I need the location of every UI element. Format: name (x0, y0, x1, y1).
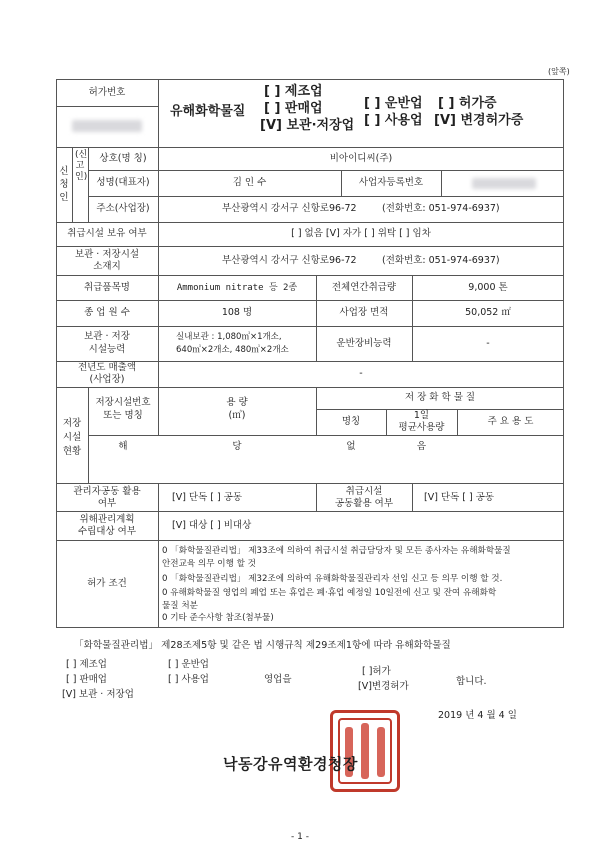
condition-line-3: 0 「화학물질관리법」 제32조에 의하여 유해화학물질관리자 선임 신고 등 의무 이행 할 것. (162, 574, 503, 584)
item-value: Ammonium nitrate 등 2종 (176, 283, 298, 293)
status-row-char-4: 음 (416, 441, 427, 452)
chemical-name-header: 명칭 (341, 416, 361, 427)
risk-plan-label-2: 수립대상 여부 (77, 526, 137, 537)
annual-amount-value: 9,000 톤 (468, 282, 508, 293)
page-side-label: (앞쪽) (548, 67, 570, 76)
storage-status-side-3: 현황 (62, 446, 82, 457)
capacity-value-2: 640㎥×2개소, 480㎥×2개소 (176, 345, 289, 355)
risk-plan-value: [V] 대상 [ ] 비대상 (172, 520, 252, 531)
condition-line-4: 0 유해화학물질 영업의 폐업 또는 휴업은 폐·휴업 예정일 10일전에 신고 및 잔여 유해화학 (162, 588, 497, 598)
facility-no-header-2: 또는 명칭 (103, 410, 143, 421)
storage-location-phone: (전화번호: 051-974-6937) (382, 255, 500, 266)
company-name-value: 비아이디씨(주) (329, 153, 393, 164)
sales-label-2: (사업장) (89, 374, 125, 385)
capacity-header-2: (㎥) (228, 410, 246, 421)
employees-value: 108 명 (221, 307, 253, 318)
reporter-side-label: (신고인) (75, 150, 88, 182)
option-sales: [ ] 판매업 (264, 101, 323, 116)
bottom-option-transport: [ ] 운반업 (168, 659, 209, 670)
storage-location-value: 부산광역시 강서구 신항로96-72 (222, 255, 357, 266)
representative-label: 성명(대표자) (96, 177, 150, 188)
storage-status-side-1: 저장 (62, 418, 82, 429)
joint-manager-label-2: 여부 (97, 498, 117, 509)
applicant-side-label: 신청인 (59, 166, 69, 203)
form-title: 유해화학물질 (170, 104, 246, 119)
site-area-label: 사업장 면적 (339, 307, 389, 318)
main-use-header: 주 요 용 도 (487, 416, 534, 427)
bottom-option-use: [ ] 사용업 (168, 674, 209, 685)
statement-ending: 합니다. (456, 676, 487, 687)
status-row-char-1: 해 (118, 441, 128, 452)
site-area-value: 50,052 ㎡ (465, 307, 511, 318)
capacity-value-1: 실내보관 : 1,080㎥×1개소, (176, 332, 282, 342)
condition-line-5: 물질 처분 (162, 601, 198, 611)
status-row-char-2: 당 (232, 441, 242, 452)
option-storage: [V] 보관·저장업 (260, 118, 355, 133)
item-label: 취급품목명 (84, 282, 130, 293)
joint-manager-label-1: 관리자공동 활용 (73, 486, 141, 497)
bottom-option-change-permit: [V]변경허가 (358, 681, 409, 692)
condition-line-2: 안전교육 의무 이행 할 것 (162, 559, 256, 569)
ownership-value: [ ] 없음 [V] 자가 [ ] 위탁 [ ] 임차 (291, 228, 431, 239)
redacted-permit-number (72, 120, 142, 132)
option-transport: [ ] 운반업 (364, 96, 423, 111)
bottom-option-permit: [ ]허가 (362, 666, 391, 677)
facility-no-header-1: 저장시설번호 (95, 397, 151, 408)
option-use: [ ] 사용업 (364, 113, 423, 128)
annual-amount-label: 전체연간취급량 (331, 282, 397, 293)
joint-facility-label-1: 취급시설 (345, 486, 383, 497)
conditions-label: 허가 조건 (87, 578, 127, 589)
company-name-label: 상호(명 칭) (99, 153, 147, 164)
transport-capacity-label: 운반장비능력 (336, 338, 392, 349)
issuing-authority: 낙동강유역환경청장 (223, 755, 358, 773)
storage-status-side-2: 시설 (62, 432, 82, 443)
condition-line-1: 0 「화학물질관리법」 제33조에 의하여 취급시설 취급담당자 및 모든 종사자는 유해화학물질 (162, 546, 511, 556)
page-number: - 1 - (291, 832, 309, 842)
storage-location-label-2: 소재지 (93, 261, 121, 272)
capacity-label-2: 시설능력 (88, 344, 126, 355)
address-phone: (전화번호: 051-974-6937) (382, 203, 500, 214)
bottom-option-storage: [V] 보관 · 저장업 (62, 689, 134, 700)
option-permit: [ ] 허가증 (438, 96, 497, 111)
transport-capacity-value: - (486, 338, 490, 349)
employees-label: 종 업 원 수 (84, 307, 130, 318)
sales-label-1: 전년도 매출액 (77, 362, 137, 373)
official-seal (330, 710, 400, 792)
option-manufacture: [ ] 제조업 (264, 84, 323, 99)
daily-usage-header-1: 1일 (413, 410, 430, 421)
business-word: 영업을 (264, 674, 292, 685)
capacity-header-1: 용 량 (226, 397, 248, 408)
address-label: 주소(사업장) (96, 203, 150, 214)
joint-facility-value: [V] 단독 [ ] 공동 (424, 492, 495, 503)
bottom-option-sales: [ ] 판매업 (66, 674, 107, 685)
stored-chemicals-header: 저 장 화 학 물 질 (404, 392, 476, 403)
daily-usage-header-2: 평균사용량 (398, 422, 445, 433)
address-value: 부산광역시 강서구 신항로96-72 (222, 203, 357, 214)
sales-value: - (359, 368, 363, 379)
business-reg-label: 사업자등록번호 (358, 177, 424, 188)
ownership-label: 취급시설 보유 여부 (67, 228, 147, 239)
permit-number-label: 허가번호 (88, 87, 126, 98)
representative-value: 김 인 수 (232, 177, 267, 188)
legal-statement: 「화학물질관리법」 제28조제5항 및 같은 법 시행규칙 제29조제1항에 따라 유해화학물질 (74, 640, 451, 651)
issue-date: 2019 년 4 월 4 일 (438, 710, 517, 721)
risk-plan-label-1: 위해관리계획 (79, 514, 135, 525)
joint-facility-label-2: 공동활용 여부 (334, 498, 394, 509)
joint-manager-value: [V] 단독 [ ] 공동 (172, 492, 243, 503)
storage-location-label-1: 보관 · 저장시설 (74, 249, 140, 260)
condition-line-6: 0 기타 준수사항 참조(첨부물) (162, 613, 274, 623)
bottom-option-manufacture: [ ] 제조업 (66, 659, 107, 670)
capacity-label-1: 보관 · 저장 (84, 331, 130, 342)
redacted-business-number (472, 178, 536, 189)
option-change-permit: [V] 변경허가증 (434, 113, 524, 128)
status-row-char-3: 없 (346, 441, 356, 452)
